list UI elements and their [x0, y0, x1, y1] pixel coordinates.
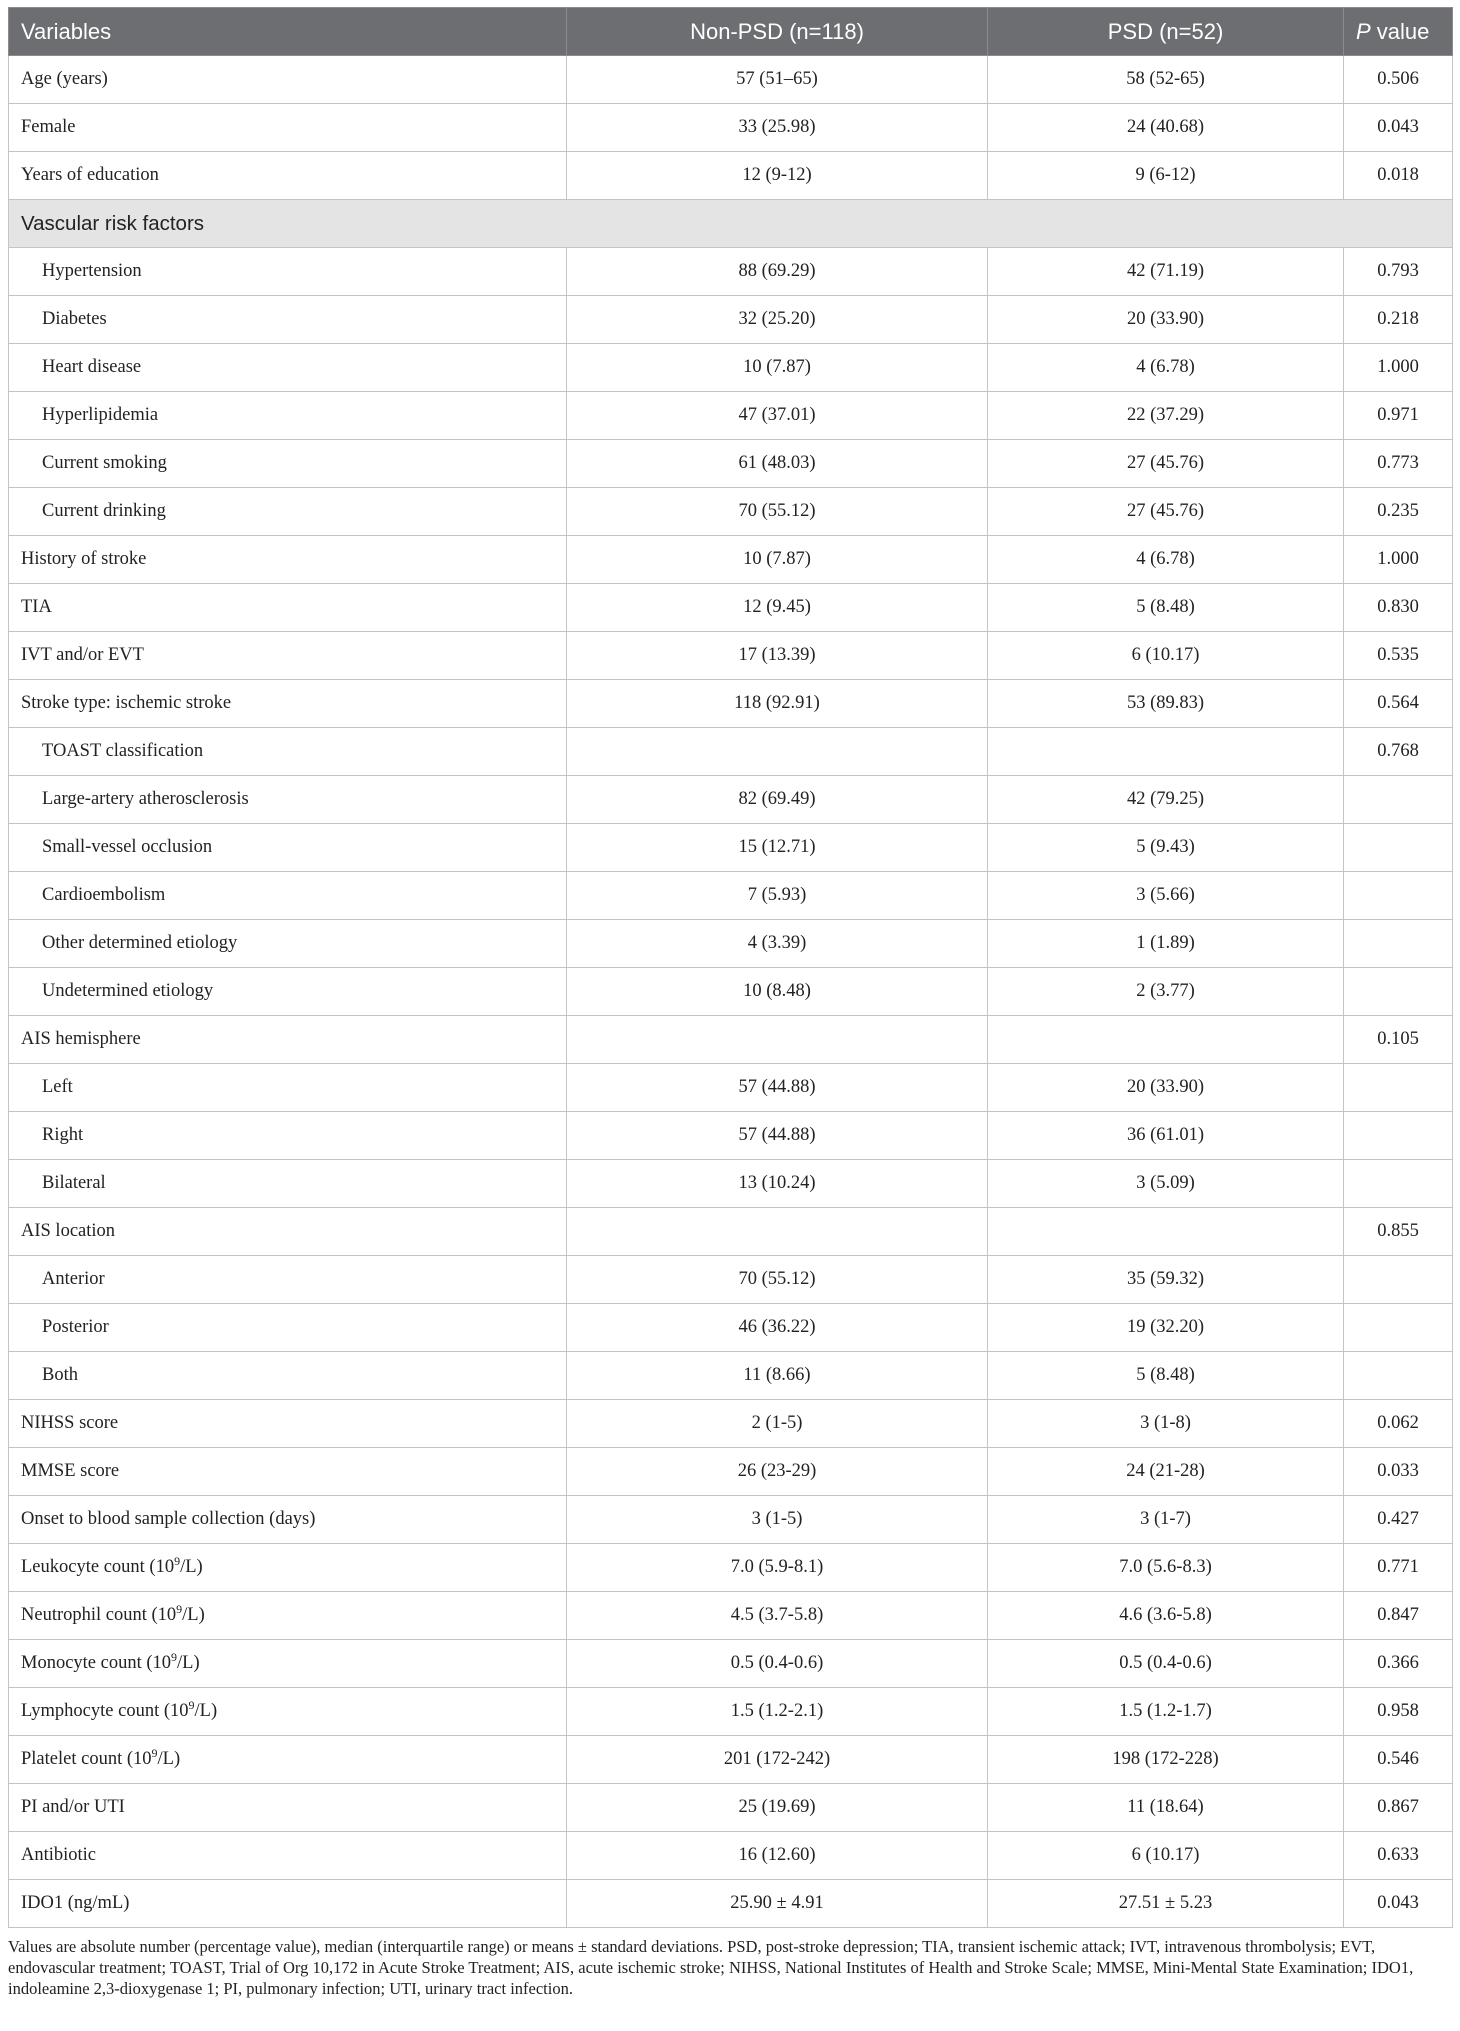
table-row	[9, 680, 1453, 728]
cell-p-value: 0.235	[1344, 488, 1453, 536]
table-row	[9, 1880, 1453, 1928]
row-label-text: Lymphocyte count (10	[21, 1701, 189, 1721]
cell-p-value: 0.773	[1344, 440, 1453, 488]
cell-non-psd: 25.90 ± 4.91	[567, 1880, 988, 1928]
row-label-text: Hypertension	[42, 261, 142, 281]
cell-psd: 24 (21-28)	[988, 1448, 1344, 1496]
cell-p-value: 0.062	[1344, 1400, 1453, 1448]
cell-non-psd: 4.5 (3.7-5.8)	[567, 1592, 988, 1640]
row-label-text: Other determined etiology	[42, 933, 238, 953]
cell-psd: 4 (6.78)	[988, 344, 1344, 392]
row-label	[9, 248, 567, 296]
row-label	[9, 968, 567, 1016]
row-label	[9, 1352, 567, 1400]
cell-p-value: 0.535	[1344, 632, 1453, 680]
table-row	[9, 104, 1453, 152]
cell-non-psd: 17 (13.39)	[567, 632, 988, 680]
row-label-superscript: 9	[174, 1553, 181, 1568]
cell-psd: 5 (8.48)	[988, 584, 1344, 632]
row-label	[9, 1496, 567, 1544]
cell-non-psd: 11 (8.66)	[567, 1352, 988, 1400]
cell-non-psd: 15 (12.71)	[567, 824, 988, 872]
table-row	[9, 632, 1453, 680]
cell-psd: 2 (3.77)	[988, 968, 1344, 1016]
cell-non-psd: 57 (51–65)	[567, 56, 988, 104]
cell-non-psd	[567, 728, 988, 776]
cell-non-psd: 13 (10.24)	[567, 1160, 988, 1208]
row-label-superscript: 9	[151, 1745, 158, 1760]
row-label-text: Right	[42, 1125, 84, 1145]
row-label-text: Stroke type: ischemic stroke	[21, 693, 232, 713]
cell-psd: 9 (6-12)	[988, 152, 1344, 200]
cell-psd: 27 (45.76)	[988, 488, 1344, 536]
row-label-suffix: /L)	[180, 1557, 203, 1577]
row-label-text: MMSE score	[21, 1461, 120, 1481]
cell-p-value: 0.018	[1344, 152, 1453, 200]
data-table	[8, 7, 1453, 1928]
row-label	[9, 920, 567, 968]
cell-psd: 4.6 (3.6-5.8)	[988, 1592, 1344, 1640]
row-label	[9, 1784, 567, 1832]
row-label	[9, 536, 567, 584]
row-label	[9, 1592, 567, 1640]
table-row	[9, 920, 1453, 968]
cell-non-psd: 70 (55.12)	[567, 488, 988, 536]
table-row	[9, 1496, 1453, 1544]
row-label-suffix: /L)	[177, 1653, 200, 1673]
row-label	[9, 296, 567, 344]
cell-p-value: 0.506	[1344, 56, 1453, 104]
cell-psd: 0.5 (0.4-0.6)	[988, 1640, 1344, 1688]
row-label-text: NIHSS score	[21, 1413, 119, 1433]
table-row	[9, 1688, 1453, 1736]
cell-non-psd	[567, 1208, 988, 1256]
header-variables: Variables	[9, 8, 567, 56]
table-row	[9, 584, 1453, 632]
cell-psd: 3 (1-7)	[988, 1496, 1344, 1544]
cell-p-value: 0.043	[1344, 1880, 1453, 1928]
cell-non-psd: 0.5 (0.4-0.6)	[567, 1640, 988, 1688]
cell-non-psd: 25 (19.69)	[567, 1784, 988, 1832]
cell-psd: 5 (9.43)	[988, 824, 1344, 872]
header-p-rest: value	[1370, 18, 1430, 44]
header-row	[9, 8, 1453, 56]
cell-non-psd: 7 (5.93)	[567, 872, 988, 920]
header-psd: PSD (n=52)	[988, 8, 1344, 56]
row-label	[9, 1880, 567, 1928]
row-label-text: Small-vessel occlusion	[42, 837, 213, 857]
table-row	[9, 1832, 1453, 1880]
row-label-text: Diabetes	[42, 309, 107, 329]
cell-non-psd: 10 (7.87)	[567, 344, 988, 392]
cell-p-value: 0.830	[1344, 584, 1453, 632]
row-label	[9, 1544, 567, 1592]
row-label-text: Female	[21, 117, 76, 137]
table-container	[8, 7, 1452, 1999]
row-label-superscript: 9	[176, 1601, 183, 1616]
cell-non-psd: 33 (25.98)	[567, 104, 988, 152]
cell-p-value: 1.000	[1344, 344, 1453, 392]
table-row	[9, 440, 1453, 488]
cell-psd: 1 (1.89)	[988, 920, 1344, 968]
cell-psd	[988, 1208, 1344, 1256]
cell-psd: 6 (10.17)	[988, 632, 1344, 680]
cell-psd: 6 (10.17)	[988, 1832, 1344, 1880]
row-label	[9, 824, 567, 872]
cell-p-value: 0.218	[1344, 296, 1453, 344]
row-label-text: Years of education	[21, 165, 159, 185]
row-label	[9, 1160, 567, 1208]
table-row	[9, 1640, 1453, 1688]
table-row	[9, 1400, 1453, 1448]
cell-non-psd: 118 (92.91)	[567, 680, 988, 728]
cell-p-value: 0.971	[1344, 392, 1453, 440]
cell-psd: 4 (6.78)	[988, 536, 1344, 584]
cell-p-value	[1344, 1256, 1453, 1304]
row-label-text: IVT and/or EVT	[21, 645, 144, 665]
table-row	[9, 344, 1453, 392]
row-label-text: Bilateral	[42, 1173, 106, 1193]
cell-psd	[988, 728, 1344, 776]
row-label-text: AIS hemisphere	[21, 1029, 141, 1049]
cell-non-psd: 26 (23-29)	[567, 1448, 988, 1496]
cell-psd: 3 (5.09)	[988, 1160, 1344, 1208]
row-label-text: TIA	[21, 597, 52, 617]
row-label	[9, 1016, 567, 1064]
cell-psd: 42 (71.19)	[988, 248, 1344, 296]
table-row	[9, 536, 1453, 584]
cell-non-psd: 4 (3.39)	[567, 920, 988, 968]
row-label	[9, 728, 567, 776]
cell-p-value: 0.768	[1344, 728, 1453, 776]
table-row	[9, 1064, 1453, 1112]
row-label	[9, 152, 567, 200]
cell-non-psd: 47 (37.01)	[567, 392, 988, 440]
row-label	[9, 584, 567, 632]
cell-non-psd: 7.0 (5.9-8.1)	[567, 1544, 988, 1592]
row-label-superscript: 9	[171, 1649, 178, 1664]
row-label	[9, 1640, 567, 1688]
table-row	[9, 1256, 1453, 1304]
row-label-text: Heart disease	[42, 357, 142, 377]
table-row	[9, 392, 1453, 440]
row-label-text: Cardioembolism	[42, 885, 166, 905]
cell-non-psd: 57 (44.88)	[567, 1064, 988, 1112]
header-non-psd: Non-PSD (n=118)	[567, 8, 988, 56]
table-row	[9, 1352, 1453, 1400]
row-label-text: Anterior	[42, 1269, 105, 1289]
cell-p-value: 0.546	[1344, 1736, 1453, 1784]
row-label	[9, 872, 567, 920]
row-label-text: Undetermined etiology	[42, 981, 214, 1001]
section-label: Vascular risk factors	[9, 200, 1453, 248]
cell-p-value: 0.105	[1344, 1016, 1453, 1064]
row-label-superscript: 9	[188, 1697, 195, 1712]
row-label-text: IDO1 (ng/mL)	[21, 1893, 130, 1913]
row-label	[9, 344, 567, 392]
cell-psd: 5 (8.48)	[988, 1352, 1344, 1400]
cell-psd: 7.0 (5.6-8.3)	[988, 1544, 1344, 1592]
cell-p-value: 0.564	[1344, 680, 1453, 728]
row-label	[9, 1688, 567, 1736]
cell-p-value: 0.771	[1344, 1544, 1453, 1592]
row-label-text: Antibiotic	[21, 1845, 97, 1865]
table-row	[9, 872, 1453, 920]
table-row	[9, 152, 1453, 200]
cell-psd: 42 (79.25)	[988, 776, 1344, 824]
cell-non-psd: 201 (172-242)	[567, 1736, 988, 1784]
cell-psd: 20 (33.90)	[988, 296, 1344, 344]
cell-p-value: 0.043	[1344, 104, 1453, 152]
table-row	[9, 1016, 1453, 1064]
row-label	[9, 1832, 567, 1880]
row-label	[9, 56, 567, 104]
cell-psd: 11 (18.64)	[988, 1784, 1344, 1832]
row-label	[9, 488, 567, 536]
cell-p-value	[1344, 776, 1453, 824]
row-label-suffix: /L)	[194, 1701, 218, 1721]
cell-non-psd: 61 (48.03)	[567, 440, 988, 488]
cell-p-value: 0.958	[1344, 1688, 1453, 1736]
cell-psd: 19 (32.20)	[988, 1304, 1344, 1352]
cell-p-value	[1344, 1064, 1453, 1112]
row-label-text: Age (years)	[21, 69, 108, 89]
table-row	[9, 1448, 1453, 1496]
cell-psd: 198 (172-228)	[988, 1736, 1344, 1784]
row-label	[9, 1112, 567, 1160]
cell-non-psd: 3 (1-5)	[567, 1496, 988, 1544]
cell-p-value: 0.427	[1344, 1496, 1453, 1544]
table-row	[9, 728, 1453, 776]
header-p-italic: P	[1356, 18, 1371, 44]
cell-psd: 24 (40.68)	[988, 104, 1344, 152]
table-row	[9, 776, 1453, 824]
cell-p-value: 0.847	[1344, 1592, 1453, 1640]
cell-psd: 58 (52-65)	[988, 56, 1344, 104]
table-row	[9, 1544, 1453, 1592]
table-row	[9, 1736, 1453, 1784]
table-body	[9, 56, 1453, 1928]
cell-psd: 22 (37.29)	[988, 392, 1344, 440]
row-label	[9, 392, 567, 440]
cell-psd: 53 (89.83)	[988, 680, 1344, 728]
header-p-value	[1344, 8, 1453, 56]
cell-non-psd	[567, 1016, 988, 1064]
cell-p-value	[1344, 1112, 1453, 1160]
row-label-text: Monocyte count (10	[21, 1653, 172, 1673]
table-row	[9, 1160, 1453, 1208]
cell-psd: 3 (1-8)	[988, 1400, 1344, 1448]
row-label	[9, 632, 567, 680]
cell-p-value: 0.793	[1344, 248, 1453, 296]
row-label-text: Leukocyte count (10	[21, 1557, 175, 1577]
cell-p-value	[1344, 872, 1453, 920]
cell-non-psd: 12 (9.45)	[567, 584, 988, 632]
table-row	[9, 1784, 1453, 1832]
row-label-text: Platelet count (10	[21, 1749, 152, 1769]
cell-p-value	[1344, 968, 1453, 1016]
row-label	[9, 1448, 567, 1496]
cell-non-psd: 12 (9-12)	[567, 152, 988, 200]
row-label-text: Neutrophil count (10	[21, 1605, 177, 1625]
cell-p-value	[1344, 1352, 1453, 1400]
table-row	[9, 1112, 1453, 1160]
table-row	[9, 968, 1453, 1016]
table-row	[9, 1592, 1453, 1640]
cell-non-psd: 57 (44.88)	[567, 1112, 988, 1160]
table-row	[9, 296, 1453, 344]
cell-p-value: 0.633	[1344, 1832, 1453, 1880]
cell-p-value: 0.366	[1344, 1640, 1453, 1688]
row-label-text: Current drinking	[42, 501, 166, 521]
table-row	[9, 1208, 1453, 1256]
row-label	[9, 1736, 567, 1784]
cell-psd: 3 (5.66)	[988, 872, 1344, 920]
row-label	[9, 1256, 567, 1304]
cell-p-value	[1344, 1304, 1453, 1352]
table-row	[9, 56, 1453, 104]
cell-non-psd: 10 (7.87)	[567, 536, 988, 584]
row-label-text: Left	[42, 1077, 73, 1097]
cell-non-psd: 32 (25.20)	[567, 296, 988, 344]
cell-non-psd: 10 (8.48)	[567, 968, 988, 1016]
cell-psd	[988, 1016, 1344, 1064]
row-label-text: AIS location	[21, 1221, 116, 1241]
row-label-text: Posterior	[42, 1317, 109, 1337]
row-label-suffix: /L)	[157, 1749, 181, 1769]
cell-non-psd: 70 (55.12)	[567, 1256, 988, 1304]
row-label	[9, 680, 567, 728]
cell-psd: 27 (45.76)	[988, 440, 1344, 488]
cell-non-psd: 46 (36.22)	[567, 1304, 988, 1352]
cell-p-value	[1344, 824, 1453, 872]
table-footnote: Values are absolute number (percentage value), median (interquartile range) or means ± standard deviations. PSD, post-stroke depression; TIA, transient ischemic attack; IVT, intravenous thrombolysis; EVT, endovascular treatment; TOAST, Trial of Org 10,172 in Acute Stroke Treatment; AIS, acute ischemic stroke; NIHSS, National Institutes of Health and Stroke Scale; MMSE, Mini-Mental State Examination; IDO1, indoleamine 2,3-dioxygenase 1; PI, pulmonary infection; UTI, urinary tract infection.	[8, 1937, 1414, 1998]
cell-p-value: 0.855	[1344, 1208, 1453, 1256]
cell-non-psd: 1.5 (1.2-2.1)	[567, 1688, 988, 1736]
row-label-text: Hyperlipidemia	[42, 405, 159, 425]
cell-psd: 35 (59.32)	[988, 1256, 1344, 1304]
table-row	[9, 488, 1453, 536]
row-label-text: PI and/or UTI	[21, 1797, 125, 1817]
row-label	[9, 1304, 567, 1352]
row-label	[9, 776, 567, 824]
table-row	[9, 248, 1453, 296]
cell-non-psd: 16 (12.60)	[567, 1832, 988, 1880]
row-label-suffix: /L)	[182, 1605, 205, 1625]
row-label-text: Large-artery atherosclerosis	[42, 789, 249, 809]
cell-p-value: 0.033	[1344, 1448, 1453, 1496]
cell-psd: 20 (33.90)	[988, 1064, 1344, 1112]
table-row	[9, 824, 1453, 872]
cell-p-value	[1344, 1160, 1453, 1208]
row-label-text: Both	[42, 1365, 78, 1385]
row-label-text: TOAST classification	[42, 741, 204, 761]
cell-psd: 27.51 ± 5.23	[988, 1880, 1344, 1928]
cell-p-value: 1.000	[1344, 536, 1453, 584]
row-label-text: Current smoking	[42, 453, 167, 473]
row-label	[9, 440, 567, 488]
row-label-text: History of stroke	[21, 549, 147, 569]
cell-psd: 1.5 (1.2-1.7)	[988, 1688, 1344, 1736]
cell-p-value: 0.867	[1344, 1784, 1453, 1832]
row-label	[9, 1400, 567, 1448]
row-label	[9, 1208, 567, 1256]
table-row	[9, 1304, 1453, 1352]
cell-non-psd: 88 (69.29)	[567, 248, 988, 296]
section-row	[9, 200, 1453, 248]
cell-p-value	[1344, 920, 1453, 968]
cell-non-psd: 2 (1-5)	[567, 1400, 988, 1448]
row-label	[9, 1064, 567, 1112]
row-label	[9, 104, 567, 152]
row-label-text: Onset to blood sample collection (days)	[21, 1509, 316, 1529]
cell-psd: 36 (61.01)	[988, 1112, 1344, 1160]
cell-non-psd: 82 (69.49)	[567, 776, 988, 824]
